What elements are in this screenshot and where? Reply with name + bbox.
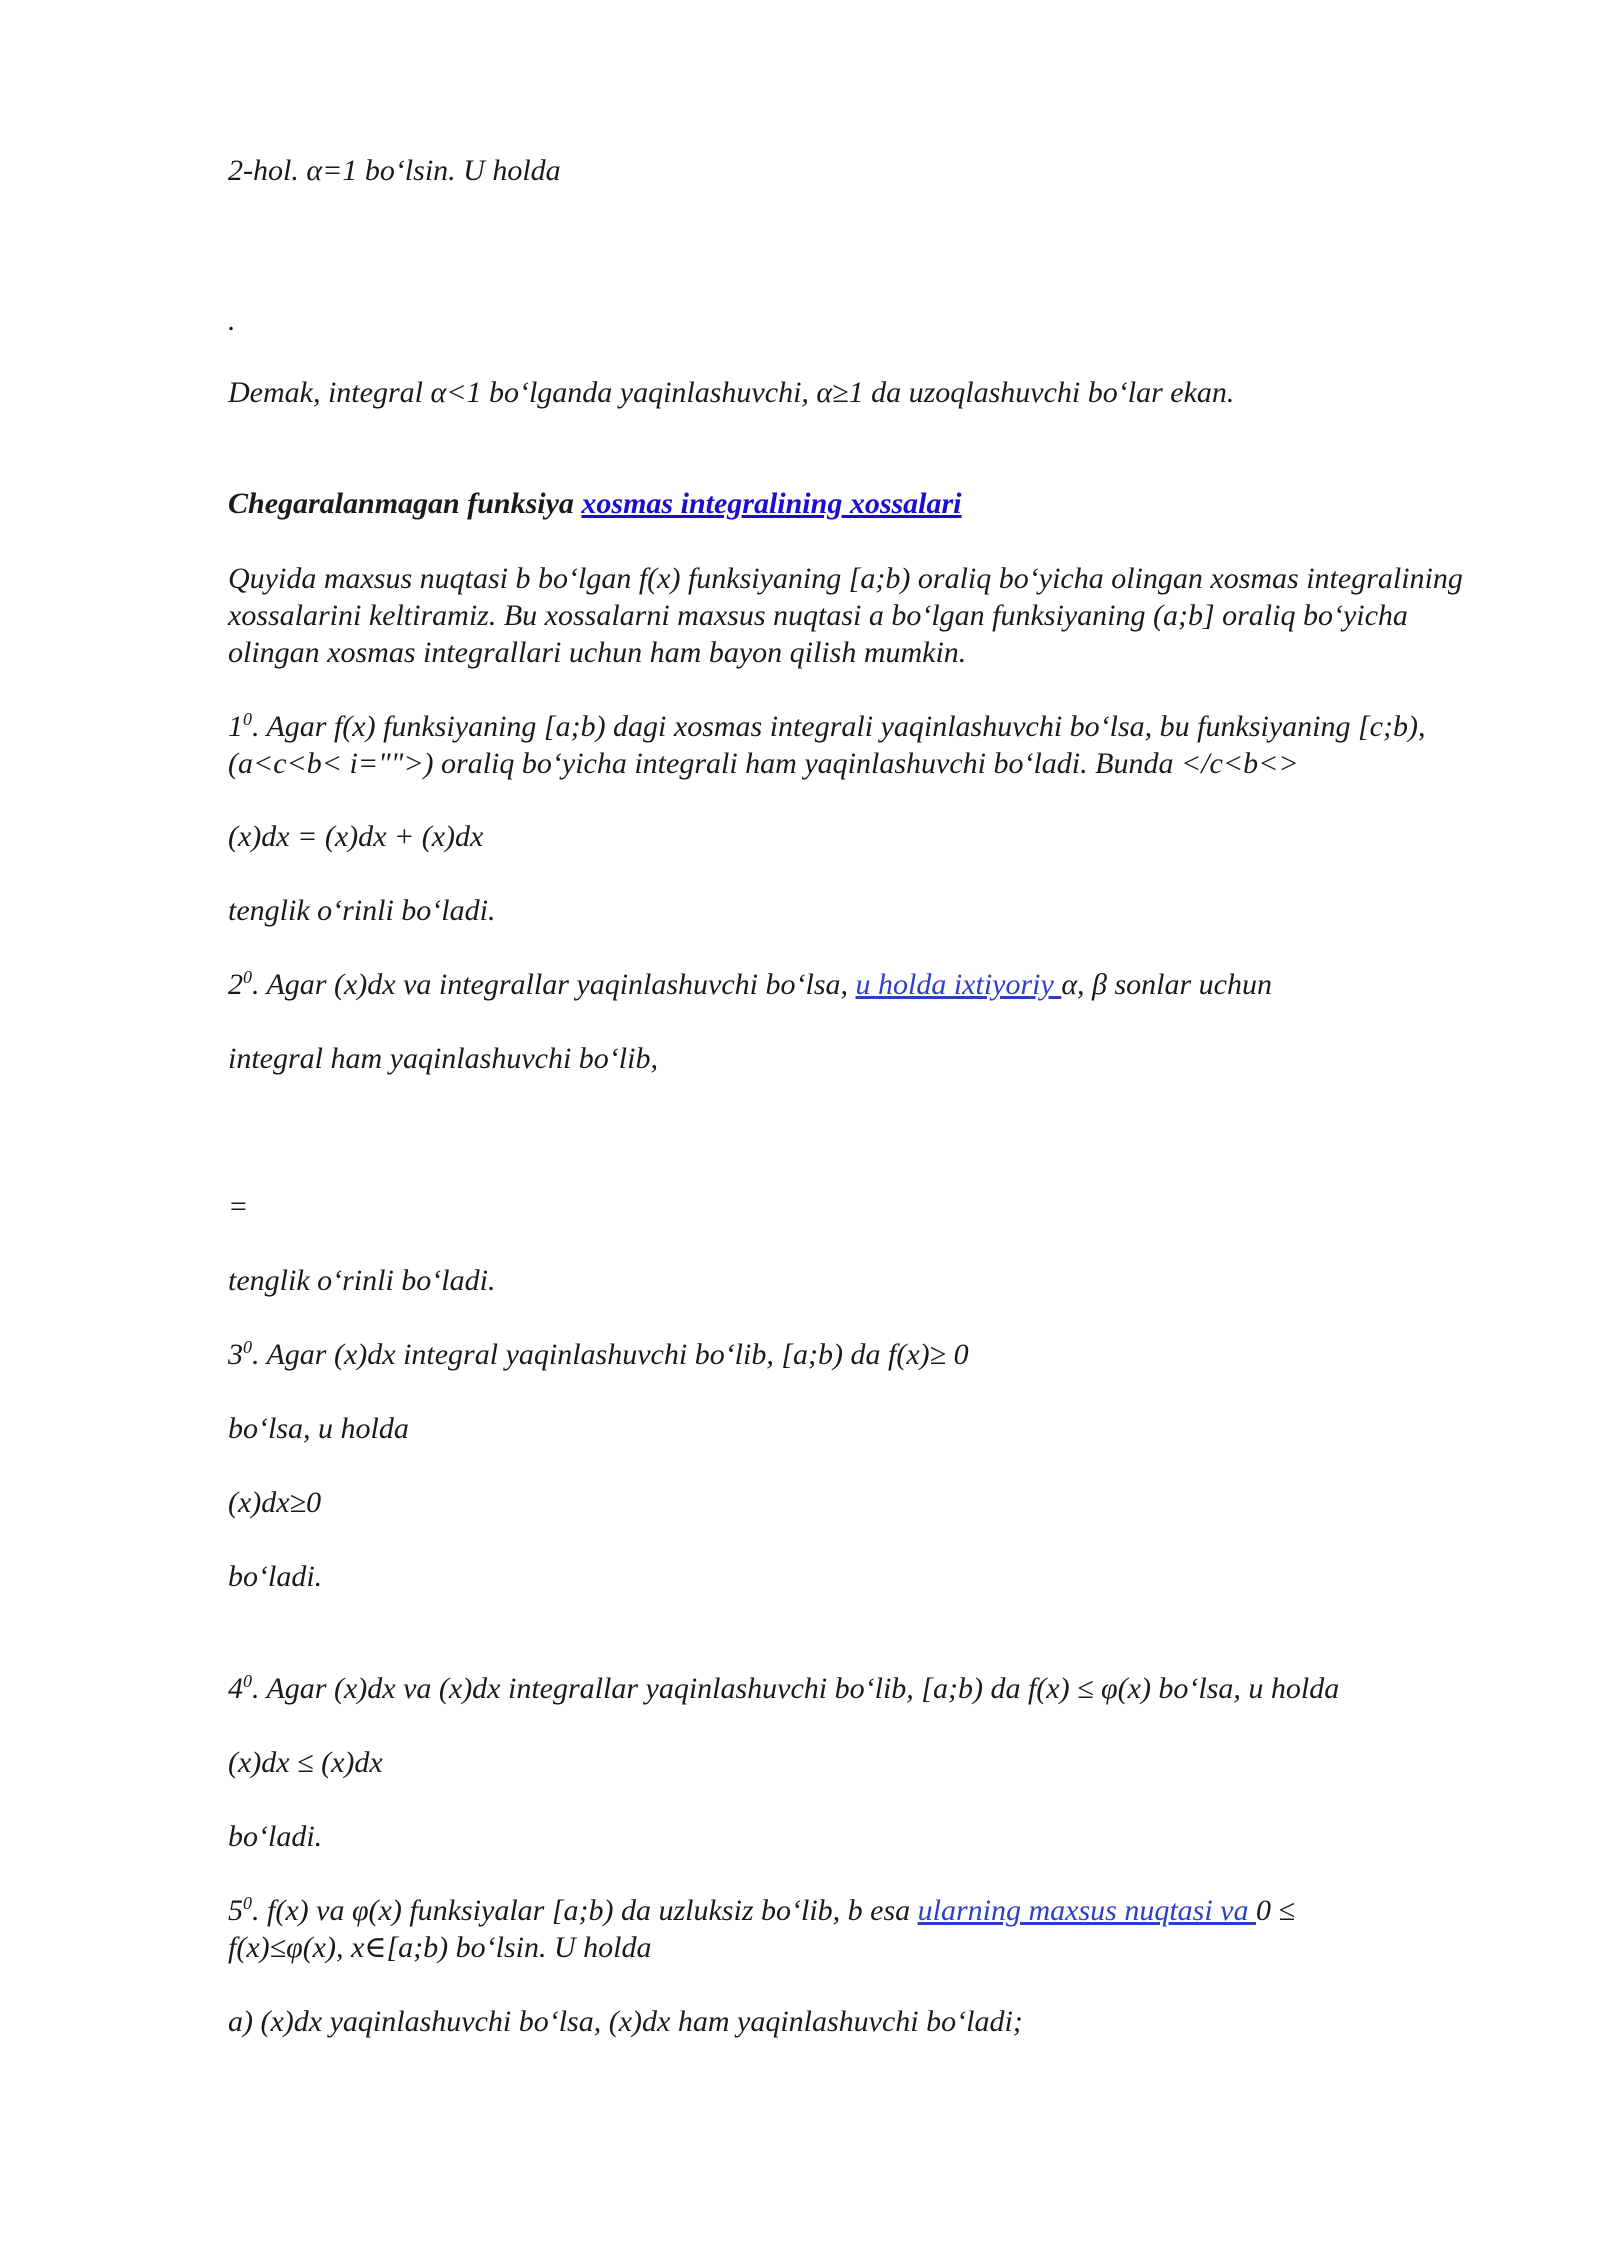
property-5-text: . f(x) va φ(x) funksiyalar [a;b) da uzluksiz bo‘lib, b esa (252, 1894, 918, 1927)
property-2-number: 2 (228, 968, 243, 1001)
property-2-text: . Agar (x)dx va integrallar yaqinlashuvchi bo‘lsa, (252, 968, 856, 1001)
property-4-sup: 0 (243, 1671, 252, 1691)
boladi-line-2: bo‘ladi. (228, 1820, 323, 1853)
property-1-text: . Agar f(x) funksiyaning [a;b) dagi xosmas integrali yaqinlashuvchi bo‘lsa, bu funksiyaning [c;b), (a<c<b< i="">) oraliq bo‘yicha integrali ham yaqinlashuvchi bo‘ladi. Bunda </c<b<> (228, 710, 1426, 780)
property-5-link[interactable]: ularning maxsus nuqtasi va (917, 1894, 1256, 1927)
property-5-item-a: a) (x)dx yaqinlashuvchi bo‘lsa, (x)dx ham yaqinlashuvchi bo‘ladi; (228, 2005, 1023, 2038)
section-heading (228, 485, 962, 522)
property-3-text: . Agar (x)dx integral yaqinlashuvchi bo‘lib, [a;b) da f(x)≥ 0 (252, 1338, 969, 1371)
property-2-paragraph (228, 966, 1272, 1003)
property-2-sup: 0 (243, 967, 252, 987)
property-3-continuation: bo‘lsa, u holda (228, 1412, 409, 1445)
property-2-continuation: integral ham yaqinlashuvchi bo‘lib, (228, 1042, 658, 1075)
tenglik-line-1: tenglik o‘rinli bo‘ladi. (228, 894, 496, 927)
property-4-paragraph (228, 1670, 1339, 1707)
property-5-continuation: f(x)≤φ(x), x∈[a;b) bo‘lsin. U holda (228, 1931, 652, 1964)
heading-text: Chegaralanmagan funksiya (228, 487, 582, 520)
document-page (228, 0, 1478, 2262)
formula-1: (x)dx = (x)dx + (x)dx (228, 820, 484, 853)
property-2-tail: α, β sonlar uchun (1061, 968, 1273, 1001)
property-4-text: . Agar (x)dx va (x)dx integrallar yaqinlashuvchi bo‘lib, [a;b) da f(x) ≤ φ(x) bo‘lsa, u holda (252, 1672, 1340, 1705)
case-2-line: 2-hol. α=1 bo‘lsin. U holda (228, 154, 561, 187)
equals-sign: = (228, 1190, 249, 1223)
formula-placeholder-dot: . (228, 304, 236, 337)
conclusion-line: Demak, integral α<1 bo‘lganda yaqinlashuvchi, α≥1 da uzoqlashuvchi bo‘lar ekan. (228, 376, 1235, 409)
heading-link[interactable]: xosmas integralining xossalari (581, 487, 962, 520)
formula-2: (x)dx≥0 (228, 1486, 322, 1519)
boladi-line-1: bo‘ladi. (228, 1560, 323, 1593)
property-5-tail: 0 ≤ (1255, 1894, 1295, 1927)
tenglik-line-2: tenglik o‘rinli bo‘ladi. (228, 1264, 496, 1297)
property-1-paragraph (228, 708, 1468, 782)
intro-paragraph: Quyida maxsus nuqtasi b bo‘lgan f(x) funksiyaning [a;b) oraliq bo‘yicha olingan xosmas integralining xossalarini keltiramiz. Bu xossalarni maxsus nuqtasi a bo‘lgan funksiyaning (a;b] oraliq bo‘yicha olingan xosmas integrallari uchun ham bayon qilish mumkin. (228, 562, 1463, 669)
property-1-number: 1 (228, 710, 243, 743)
property-5-paragraph (228, 1892, 1295, 1929)
property-3-number: 3 (228, 1338, 243, 1371)
property-5-number: 5 (228, 1894, 243, 1927)
formula-3: (x)dx ≤ (x)dx (228, 1746, 383, 1779)
property-3-paragraph (228, 1336, 969, 1373)
property-5-sup: 0 (243, 1893, 252, 1913)
property-3-sup: 0 (243, 1337, 252, 1357)
property-4-number: 4 (228, 1672, 243, 1705)
property-1-sup: 0 (243, 709, 252, 729)
property-2-link[interactable]: u holda ixtiyoriy (855, 968, 1062, 1001)
